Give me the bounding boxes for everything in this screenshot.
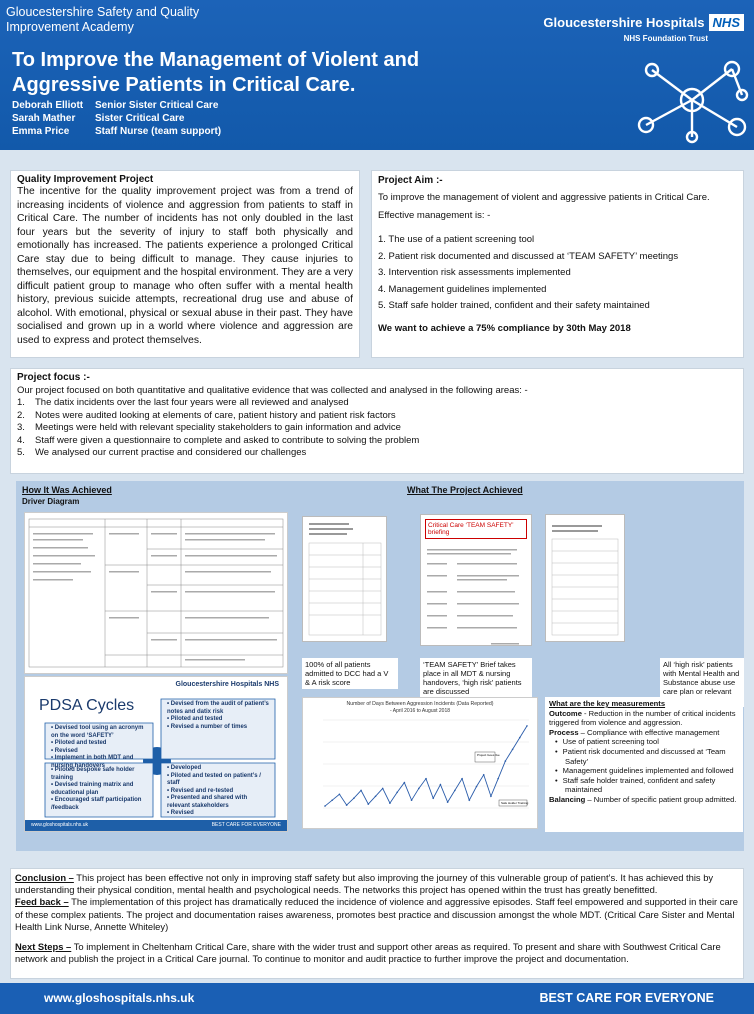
team-safety-briefing-document: [420, 514, 532, 646]
focus-item: 2. Notes were audited looking at elements of care, patient history and patient risk factors: [17, 409, 396, 421]
aim-item: 1. The use of a patient screening tool: [378, 234, 535, 245]
how-heading: How It Was Achieved: [22, 485, 112, 495]
footer-tagline: BEST CARE FOR EVERYONE: [539, 991, 714, 1005]
chart-point: [360, 790, 362, 792]
nhs-logo: [543, 14, 744, 43]
author-role: Sister Critical Care: [95, 113, 185, 124]
chart-point: [411, 799, 413, 801]
aim-target: We want to achieve a 75% compliance by 30th May 2018: [378, 322, 631, 334]
author-role: Senior Sister Critical Care: [95, 100, 219, 111]
chart-plot: [303, 698, 537, 828]
key-heading: What are the key measurements: [549, 699, 666, 708]
chart-point: [519, 737, 521, 739]
key-balancing: Balancing – Number of specific patient group admitted.: [549, 794, 737, 804]
pdsa-quadrant-act: • Developed • Piloted and tested on patient’s / staff • Revised and re-tested • Presented and shared with relevant stakeholders • Revised: [167, 765, 261, 816]
qip-panel: [10, 170, 360, 358]
author-row: [12, 99, 221, 112]
chart-point: [454, 790, 456, 792]
footer-url[interactable]: www.gloshospitals.nhs.uk: [44, 991, 195, 1005]
focus-intro: Our project focused on both quantitative and qualitative evidence that was collected and analysed in the following areas: -: [17, 384, 528, 396]
chart-point: [490, 795, 492, 797]
incidents-line-chart: [302, 697, 538, 829]
chart-point: [461, 778, 463, 780]
pdsa-title: PDSA Cycles: [39, 697, 135, 714]
aim-effective: Effective management is: -: [378, 210, 491, 221]
key-process: Process – Compliance with effective management: [549, 727, 720, 737]
driver-diagram: [24, 512, 288, 674]
next-steps-text: Next Steps – To implement in Cheltenham Critical Care, share with the wider trust and support other areas as required. To present and share with Southwest Critical Care network and publish the project in a Critical Care journal. To continue to monitor and audit practice to further improve the project and documentation.: [15, 941, 721, 965]
focus-item: 4. Staff were given a questionnaire to complete and asked to contribute to solving the problem: [17, 434, 420, 446]
author-name: Sarah Mather: [12, 113, 76, 124]
aim-item: 3. Intervention risk assessments implemented: [378, 267, 571, 278]
aim-list: [378, 232, 737, 315]
network-graphic-icon: [632, 55, 752, 145]
author-name: Emma Price: [12, 126, 70, 137]
caption-team-safety: ‘TEAM SAFETY’ Brief takes place in all MDT & nursing handovers, ‘high risk’ patients are discussed: [420, 658, 532, 698]
chart-point: [432, 797, 434, 799]
chart-point: [425, 778, 427, 780]
chart-point: [505, 760, 507, 762]
focus-panel: [10, 368, 744, 474]
chart-point: [331, 799, 333, 801]
focus-item: 3. Meetings were held with relevant speciality stakeholders to gain information and advice: [17, 422, 401, 433]
chart-point: [418, 788, 420, 790]
pdsa-logo: Gloucestershire Hospitals NHS: [175, 681, 279, 688]
author-role: Staff Nurse (team support): [95, 126, 222, 137]
chart-series-line: [325, 726, 527, 806]
key-measurements-panel: [545, 697, 743, 832]
key-item: • Management guidelines implemented and followed: [555, 766, 739, 776]
focus-item: 1. The datix incidents over the last four years were all reviewed and analysed: [17, 397, 349, 408]
chart-point: [324, 805, 326, 807]
conclusion-panel: [10, 868, 744, 979]
chart-point: [339, 794, 341, 796]
author-name: Deborah Elliott: [12, 100, 84, 111]
key-outcome: Outcome - Reduction in the number of critical incidents triggered from violence and aggression.: [549, 708, 736, 728]
chart-point: [382, 788, 384, 790]
conclusion-text: Conclusion – This project has been effective not only in improving staff safety but also improving the journey of this vulnerable group of patient’s. It has achieved this by understanding their physical condition, mental health and psychological needs. The networks this project has opened within the trust has greatly benefitted.: [15, 872, 714, 896]
chart-point: [483, 774, 485, 776]
screening-tool-document: [302, 516, 387, 642]
chart-point: [468, 799, 470, 801]
document-lines-graphic: [303, 517, 387, 641]
pdsa-quadrant-do: • Devised from the audit of patient’s notes and datix risk • Piloted and tested • Revised a number of times: [167, 701, 269, 730]
chart-annotation-training: Safe Holder Training: [501, 801, 529, 805]
chart-point: [375, 795, 377, 797]
chart-point: [526, 725, 528, 727]
chart-point: [440, 784, 442, 786]
aim-item: 4. Management guidelines implemented: [378, 283, 547, 295]
poster-footer: [0, 983, 754, 1014]
key-item: • Use of patient screening tool: [555, 737, 739, 747]
aim-heading: Project Aim :-: [378, 175, 443, 186]
key-item: • Staff safe holder trained, confident and safety maintained: [555, 776, 739, 795]
pdsa-footer: www.gloshospitals.nhs.uk BEST CARE FOR EVERYONE: [25, 820, 287, 831]
chart-point: [404, 782, 406, 784]
key-item: • Patient risk documented and discussed at ‘Team Safety’: [555, 747, 739, 766]
focus-heading: Project focus :-: [17, 372, 90, 383]
aim-panel: [371, 170, 744, 358]
chart-point: [367, 803, 369, 805]
chart-point: [396, 792, 398, 794]
driver-table-graphic: [25, 513, 287, 673]
chart-point: [447, 801, 449, 803]
pdsa-cycles-panel: [24, 676, 288, 832]
key-process-list: [555, 737, 739, 795]
qip-text: The incentive for the quality improvement project was from a trend of increasing incidents of violence and aggression from patients to staff in Critical Care. The number of incidents has not only doubled in the last four years but the severity of injury to staff both physically and emotionally has increased. The patients experience a prolonged Critical Care stay due to being difficult to manage. They cause injuries to themselves, our equipment and the hospital environment. They are a very difficult patient group to manage who often suffer with a mental health history, previous suicide attempts, recreational drug use and abuse of alcohol. With emotional, physical or sexual abuse in their past. They have socialised and grown up in a world where violence and aggression are used to express and protect themselves.: [17, 186, 353, 346]
aim-intro: To improve the management of violent and aggressive patients in Critical Care.: [378, 192, 710, 203]
chart-point: [346, 804, 348, 806]
management-guideline-document: [545, 514, 625, 642]
authors-list: [12, 99, 221, 138]
caption-risk-score: 100% of all patients admitted to DCC had a V & A risk score: [302, 658, 398, 689]
chart-point: [512, 749, 514, 751]
pdsa-quadrant-study: • Piloted bespoke safe holder training • Devised training matrix and educational plan • Encouraged staff participation /feedback: [51, 767, 142, 811]
what-heading: What The Project Achieved: [407, 485, 523, 495]
feedback-text: Feed back – The implementation of this project has dramatically reduced the incidence of violence and aggressive episodes. Staff feel empowered and supported in their care of these complex patients. The project and documentation raises awareness, promotes best practice and discussion amongst the whole MDT. (Critical Care Sister and Mental Health Link Nurse, Annette Whiteley): [15, 896, 739, 932]
chart-title: Number of Days Between Aggression Incidents (Data Reported): [346, 701, 494, 707]
document-lines-graphic: [421, 543, 531, 653]
aim-item: 5. Staff safe holder trained, confident and their safety maintained: [378, 300, 650, 311]
aim-item: 2. Patient risk documented and discussed at ‘TEAM SAFETY’ meetings: [378, 250, 679, 262]
logo-trust: NHS Foundation Trust: [623, 34, 708, 43]
nhs-badge: NHS: [709, 14, 744, 31]
driver-label: Driver Diagram: [22, 497, 80, 506]
chart-point: [389, 802, 391, 804]
academy-name: Gloucestershire Safety and Quality Improvement Academy: [6, 5, 200, 34]
caption-care-plan: All ‘high risk’ patients with Mental Health and Substance abuse use care plan or relevant: [660, 658, 744, 707]
poster-header: [0, 0, 754, 150]
focus-list: [17, 397, 737, 460]
focus-item: 5. We analysed our current practise and considered our challenges: [17, 447, 307, 458]
poster-title: To Improve the Management of Violent and Aggressive Patients in Critical Care.: [12, 49, 420, 96]
author-row: [12, 112, 221, 125]
chart-point: [497, 778, 499, 780]
chart-point: [476, 786, 478, 788]
document-lines-graphic: [546, 515, 624, 641]
qip-heading: Quality Improvement Project: [17, 174, 154, 185]
pdsa-quadrant-plan: • Devised tool using an acronym on the word ‘SAFETY’ • Piloted and tested • Revised • Implement in both MDT and nursing handovers: [51, 725, 144, 769]
author-row: [12, 125, 221, 138]
chart-annotation-golive: Project Goes live: [477, 753, 500, 757]
chart-point: [353, 797, 355, 799]
brief-title: Critical Care ‘TEAM SAFETY’ briefing: [425, 519, 527, 539]
logo-name: Gloucestershire Hospitals: [543, 15, 705, 31]
chart-subtitle: - April 2016 to August 2018: [389, 708, 451, 714]
